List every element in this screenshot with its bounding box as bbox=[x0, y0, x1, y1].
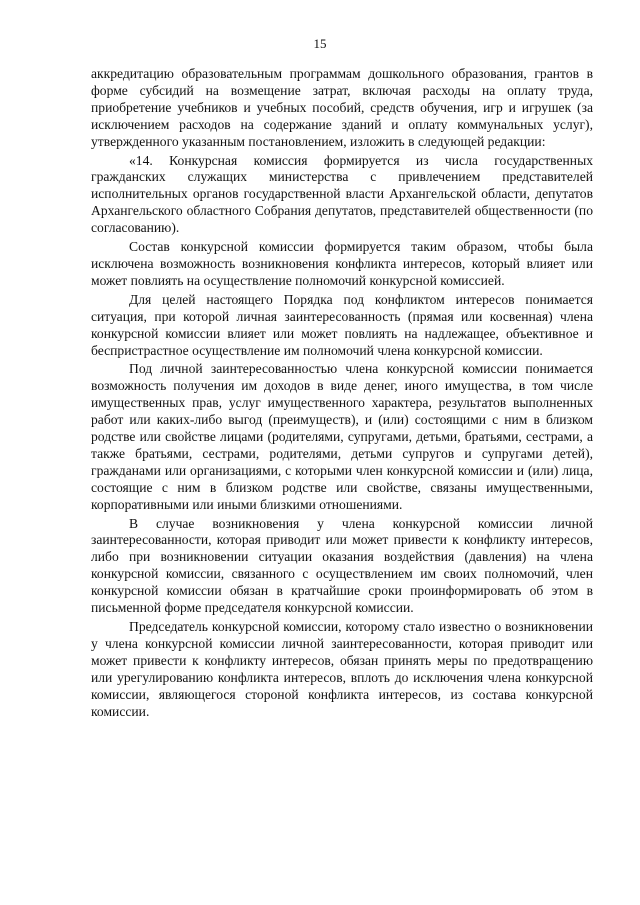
paragraph-5: Под личной заинтересованностью члена конкурсной комиссии понимается возможность получения им доходов в виде денег, иного имущества, в том числе имущественных прав, услуг имущественного характера, результатов выполненных работ или каких-либо выгод (преимуществ), и (или) состоящими с ним в близком родстве или свойстве лицами (родителями, супругами, детьми, братьями, сестрами, а также братьями, сестрами, родителями, детьми супругов и супругами детей), гражданами или организациями, с которыми член конкурсной комиссии и (или) лица, состоящие с ним в близком родстве или свойстве, связаны имущественными, корпоративными или иными близкими отношениями. bbox=[91, 361, 593, 512]
paragraph-1: аккредитацию образовательным программам дошкольного образования, грантов в форме субсидий на возмещение затрат, включая расходы на оплату труда, приобретение учебников и учебных пособий, средств обучения, игр и игрушек (за исключением расходов на содержание зданий и оплату коммунальных услуг), утвержденного указанным постановлением, изложить в следующей редакции: bbox=[91, 66, 593, 149]
paragraph-4: Для целей настоящего Порядка под конфликтом интересов понимается ситуация, при которой личная заинтересованность (прямая или косвенная) члена конкурсной комиссии влияет или может повлиять на надлежащее, объективное и беспристрастное осуществление им полномочий члена конкурсной комиссии. bbox=[91, 291, 593, 358]
paragraph-2: «14. Конкурсная комиссия формируется из числа государственных гражданских служащих министерства с привлечением представителей исполнительных органов государственной власти Архангельской области, депутатов Архангельского областного Собрания депутатов, представителей общественности (по согласованию). bbox=[91, 152, 593, 236]
paragraph-3: Состав конкурсной комиссии формируется таким образом, чтобы была исключена возможность возникновения конфликта интересов, который влияет или может повлиять на осуществление полномочий конкурсной комиссией. bbox=[91, 239, 593, 288]
paragraph-7: Председатель конкурсной комиссии, которому стало известно о возникновении у члена конкурсной комиссии личной заинтересованности, которая приводит или может привести к конфликту интересов, обязан принять меры по предотвращению или урегулированию конфликта интересов, вплоть до исключения члена конкурсной комиссии, являющегося стороной конфликта интересов, из состава конкурсной комиссии. bbox=[91, 619, 593, 719]
page-number: 15 bbox=[313, 36, 327, 51]
document-body bbox=[91, 66, 593, 722]
paragraph-6: В случае возникновения у члена конкурсной комиссии личной заинтересованности, которая приводит или может привести к конфликту интересов, либо при возникновении ситуации оказания воздействия (давления) на члена конкурсной комиссии, связанного с осуществлением им своих полномочий, член конкурсной комиссии обязан в кратчайшие сроки проинформировать об этом в письменной форме председателя конкурсной комиссии. bbox=[91, 515, 593, 616]
